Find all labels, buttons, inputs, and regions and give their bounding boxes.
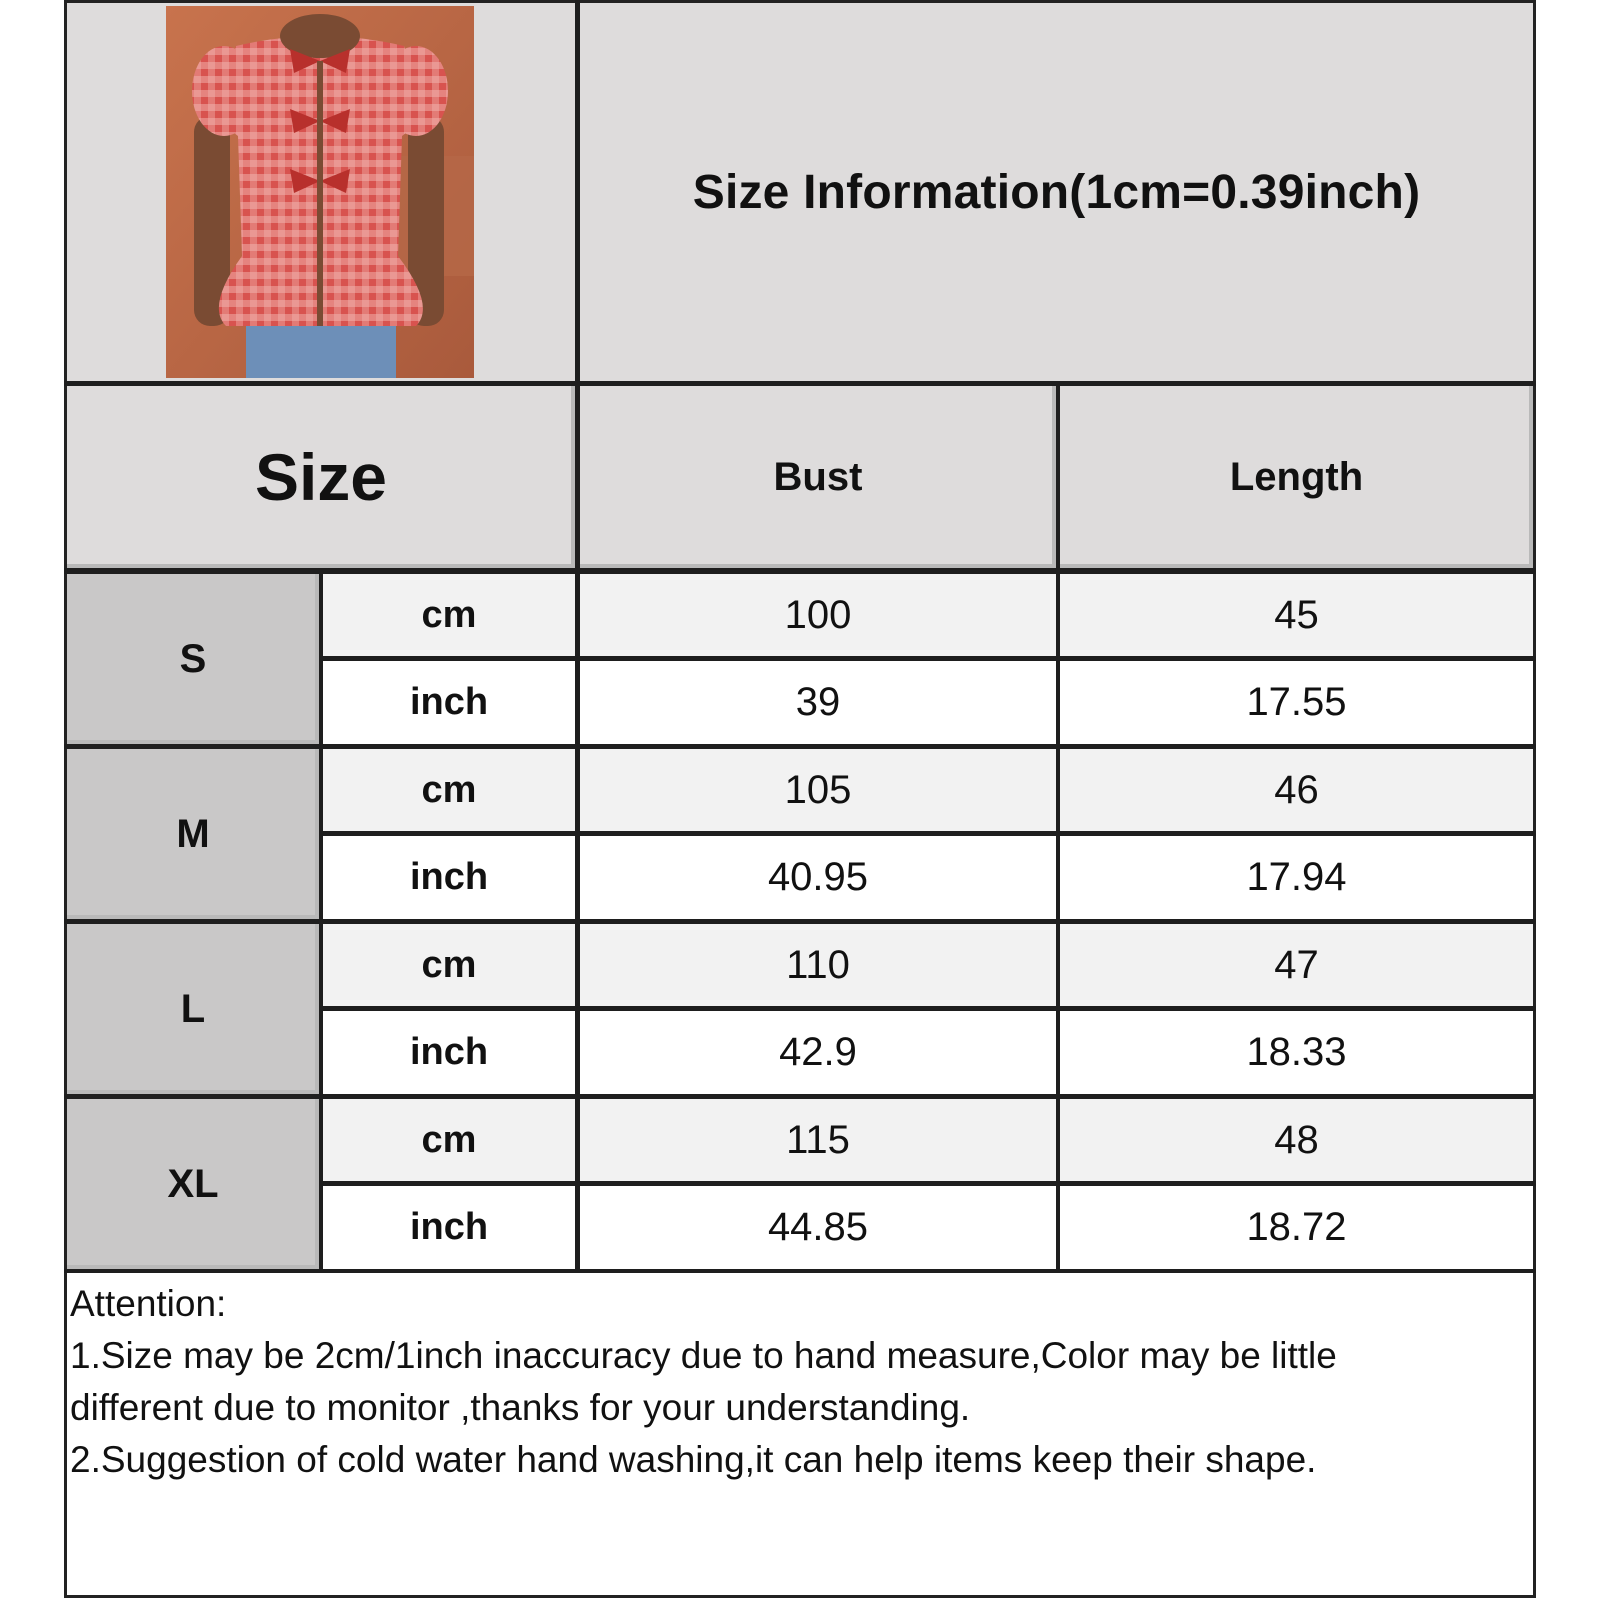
table-row xyxy=(323,1099,575,1181)
bust-value-cell xyxy=(580,1011,1056,1094)
divider xyxy=(319,568,323,1273)
divider xyxy=(64,919,1536,924)
length-value: 17.55 xyxy=(1246,680,1347,724)
bust-value-cell xyxy=(580,1186,1056,1269)
divider xyxy=(319,831,1536,836)
size-label: M xyxy=(176,811,210,856)
bust-value-cell xyxy=(580,749,1056,831)
size-label-cell xyxy=(67,749,319,919)
bust-value-cell xyxy=(580,924,1056,1006)
divider xyxy=(319,656,1536,661)
bust-value-cell xyxy=(580,1099,1056,1181)
size-label: XL xyxy=(167,1161,219,1206)
bust-value-cell xyxy=(580,836,1056,919)
length-value-cell xyxy=(1060,836,1533,919)
bust-value: 110 xyxy=(786,942,850,987)
notes-line: different due to monitor ,thanks for your understanding. xyxy=(70,1387,971,1428)
unit-label: inch xyxy=(409,681,489,723)
size-column-header: Size xyxy=(254,440,388,514)
divider xyxy=(319,1181,1536,1186)
product-photo xyxy=(166,6,474,378)
table-row xyxy=(323,1011,575,1094)
table-row xyxy=(323,836,575,919)
unit-label: inch xyxy=(409,1206,489,1248)
notes-line: 1.Size may be 2cm/1inch inaccuracy due to hand measure,Color may be little xyxy=(70,1335,1337,1376)
bust-value: 100 xyxy=(784,592,852,637)
length-value-cell xyxy=(1060,661,1533,744)
table-row xyxy=(323,924,575,1006)
length-column-header: Length xyxy=(1229,454,1364,499)
attention-notes xyxy=(70,1278,1510,1486)
product-photo-image xyxy=(166,6,474,378)
size-label: L xyxy=(180,986,206,1031)
page-title: Size Information(1cm=0.39inch) xyxy=(692,165,1421,219)
bust-value: 40.95 xyxy=(767,855,869,899)
divider xyxy=(64,1269,1536,1273)
table-row xyxy=(323,574,575,656)
size-header-cell xyxy=(67,386,575,568)
bust-column-header: Bust xyxy=(773,454,863,499)
length-value: 48 xyxy=(1274,1117,1319,1162)
size-label-cell xyxy=(67,1099,319,1269)
unit-label: cm xyxy=(421,768,477,811)
divider xyxy=(64,568,1536,574)
bust-value: 105 xyxy=(784,767,852,812)
divider xyxy=(64,381,1536,386)
bust-value-cell xyxy=(580,574,1056,656)
unit-label: cm xyxy=(421,1118,477,1161)
bust-value-cell xyxy=(580,661,1056,744)
divider xyxy=(575,0,580,1273)
notes-heading: Attention: xyxy=(70,1283,227,1324)
length-value-cell xyxy=(1060,1011,1533,1094)
length-value: 18.33 xyxy=(1246,1030,1347,1074)
table-row xyxy=(323,661,575,744)
length-value-cell xyxy=(1060,574,1533,656)
bust-value: 39 xyxy=(795,680,841,724)
title-cell xyxy=(580,3,1533,381)
length-header-cell xyxy=(1060,386,1533,568)
table-row xyxy=(323,749,575,831)
divider xyxy=(1056,381,1060,1273)
length-value-cell xyxy=(1060,1099,1533,1181)
size-label-cell xyxy=(67,924,319,1094)
bust-value: 115 xyxy=(786,1117,850,1162)
divider xyxy=(319,1006,1536,1011)
length-value-cell xyxy=(1060,1186,1533,1269)
size-label-cell xyxy=(67,574,319,744)
table-row xyxy=(323,1186,575,1269)
divider xyxy=(64,1094,1536,1099)
notes-line: 2.Suggestion of cold water hand washing,it can help items keep their shape. xyxy=(70,1439,1317,1480)
bust-header-cell xyxy=(580,386,1056,568)
length-value-cell xyxy=(1060,749,1533,831)
bust-value: 44.85 xyxy=(767,1205,869,1249)
unit-label: inch xyxy=(409,856,489,898)
divider xyxy=(64,744,1536,749)
length-value: 47 xyxy=(1274,942,1319,987)
bust-value: 42.9 xyxy=(779,1030,857,1074)
size-label: S xyxy=(179,636,207,681)
length-value: 45 xyxy=(1274,592,1319,637)
length-value: 18.72 xyxy=(1246,1205,1347,1249)
unit-label: cm xyxy=(421,943,477,986)
length-value-cell xyxy=(1060,924,1533,1006)
length-value: 46 xyxy=(1274,767,1319,812)
length-value: 17.94 xyxy=(1246,855,1347,899)
unit-label: inch xyxy=(409,1031,489,1073)
unit-label: cm xyxy=(421,593,477,636)
